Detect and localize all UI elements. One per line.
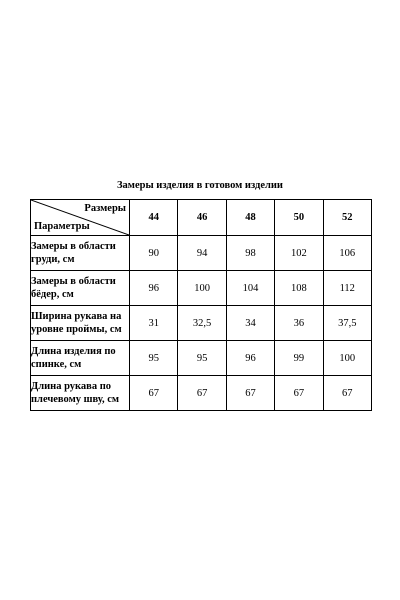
value-cell: 112 <box>323 271 371 306</box>
param-label-line1: Длина изделия по <box>31 346 116 357</box>
table-row-sleeve-length <box>31 376 372 411</box>
size-header-48: 48 <box>226 200 274 236</box>
value-cell: 99 <box>275 341 323 376</box>
table-header-row <box>31 200 372 236</box>
table-row-back-length <box>31 341 372 376</box>
param-label-line1: Замеры в области <box>31 241 116 252</box>
size-header-50: 50 <box>275 200 323 236</box>
size-header-52: 52 <box>323 200 371 236</box>
size-table <box>30 199 372 411</box>
value-cell: 32,5 <box>178 306 226 341</box>
param-label-line1: Длина рукава по <box>31 381 112 392</box>
value-cell: 94 <box>178 236 226 271</box>
table-row-chest <box>31 236 372 271</box>
param-label <box>31 271 130 306</box>
value-cell: 96 <box>226 341 274 376</box>
value-cell: 36 <box>275 306 323 341</box>
value-cell: 95 <box>130 341 178 376</box>
value-cell: 67 <box>130 376 178 411</box>
size-header-46: 46 <box>178 200 226 236</box>
param-label-line2: груди, см <box>31 254 75 265</box>
value-cell: 67 <box>323 376 371 411</box>
value-cell: 31 <box>130 306 178 341</box>
param-label-line2: бёдер, см <box>31 289 74 300</box>
param-label <box>31 376 130 411</box>
value-cell: 96 <box>130 271 178 306</box>
sizes-header-label: Размеры <box>84 203 126 214</box>
value-cell: 104 <box>226 271 274 306</box>
table-row-hips <box>31 271 372 306</box>
corner-header-cell <box>31 200 130 236</box>
value-cell: 90 <box>130 236 178 271</box>
value-cell: 37,5 <box>323 306 371 341</box>
size-header-44: 44 <box>130 200 178 236</box>
value-cell: 108 <box>275 271 323 306</box>
param-label-line1: Ширина рукава на <box>31 311 122 322</box>
value-cell: 102 <box>275 236 323 271</box>
value-cell: 100 <box>178 271 226 306</box>
param-label-line1: Замеры в области <box>31 276 116 287</box>
table-title: Замеры изделия в готовом изделии <box>117 180 283 191</box>
parameters-header-label: Параметры <box>34 221 90 232</box>
value-cell: 95 <box>178 341 226 376</box>
value-cell: 67 <box>178 376 226 411</box>
value-cell: 67 <box>226 376 274 411</box>
param-label-line2: спинке, см <box>31 359 82 370</box>
value-cell: 100 <box>323 341 371 376</box>
value-cell: 34 <box>226 306 274 341</box>
value-cell: 67 <box>275 376 323 411</box>
param-label-line2: уровне проймы, см <box>31 324 122 335</box>
table-row-sleeve-width <box>31 306 372 341</box>
param-label <box>31 341 130 376</box>
param-label <box>31 306 130 341</box>
value-cell: 106 <box>323 236 371 271</box>
param-label-line2: плечевому шву, см <box>31 394 120 405</box>
param-label <box>31 236 130 271</box>
value-cell: 98 <box>226 236 274 271</box>
